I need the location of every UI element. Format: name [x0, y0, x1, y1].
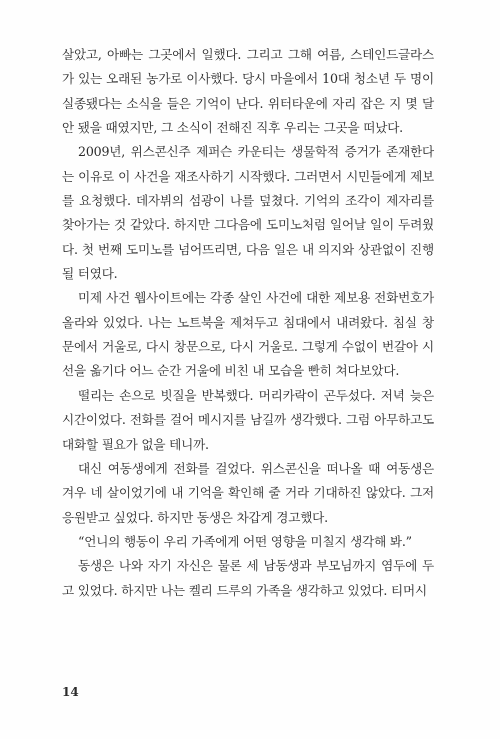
paragraph-5: 대신 여동생에게 전화를 걸었다. 위스콘신을 떠나올 때 여동생은 겨우 네 살이었기에 내 기억을 확인해 줄 거라 기대하진 않았다. 그저 응원받고 싶었다. 하지만 동생은 차갑게 경고했다. [62, 460, 434, 525]
paragraph-7: 동생은 나와 자기 자신은 물론 세 남동생과 부모님까지 염두에 두고 있었다. 하지만 나는 켈리 드루의 가족을 생각하고 있었다. 티머시 [62, 558, 434, 598]
paragraph-6-quote: “언니의 행동이 우리 가족에게 어떤 영향을 미칠지 생각해 봐.” [78, 533, 412, 549]
paragraph-3: 미제 사건 웹사이트에는 각종 살인 사건에 대한 제보용 전화번호가 올라와 있었다. 나는 노트북을 제쳐두고 침대에서 내려왔다. 침실 창문에서 거울로, 다시 창문으로, 다시 거울로. 그렇게 수없이 번갈아 시선을 옮기다 어느 순간 거울에 비친 내 모습을 빤히 쳐다보았다. [62, 290, 434, 379]
paragraph-4: 떨리는 손으로 빗질을 반복했다. 머리카락이 곤두섰다. 저녁 늦은 시간이었다. 전화를 걸어 메시지를 남길까 생각했다. 그럼 아무하고도 대화할 필요가 없을 테니까. [62, 387, 434, 452]
page-number: 14 [62, 685, 79, 699]
body-text [62, 43, 434, 603]
paragraph-1: 살았고, 아빠는 그곳에서 일했다. 그리고 그해 여름, 스테인드글라스가 있는 오래된 농가로 이사했다. 당시 마을에서 10대 청소년 두 명이 실종됐다는 소식을 들은 기억이 난다. 위터타운에 자리 잡은 지 몇 달 안 됐을 때였지만, 그 소식이 전해진 직후 우리는 그곳을 떠났다. [62, 47, 434, 136]
paragraph-2: 2009년, 위스콘신주 제퍼슨 카운티는 생물학적 증거가 존재한다는 이유로 이 사건을 재조사하기 시작했다. 그러면서 시민들에게 제보를 요청했다. 데자뷔의 섬광이 나를 덮쳤다. 기억의 조각이 제자리를 찾아가는 것 같았다. 하지만 그다음에 도미노처럼 일어날 일이 두려웠다. 첫 번째 도미노를 넘어뜨리면, 다음 일은 내 의지와 상관없이 진행될 터였다. [62, 144, 434, 282]
